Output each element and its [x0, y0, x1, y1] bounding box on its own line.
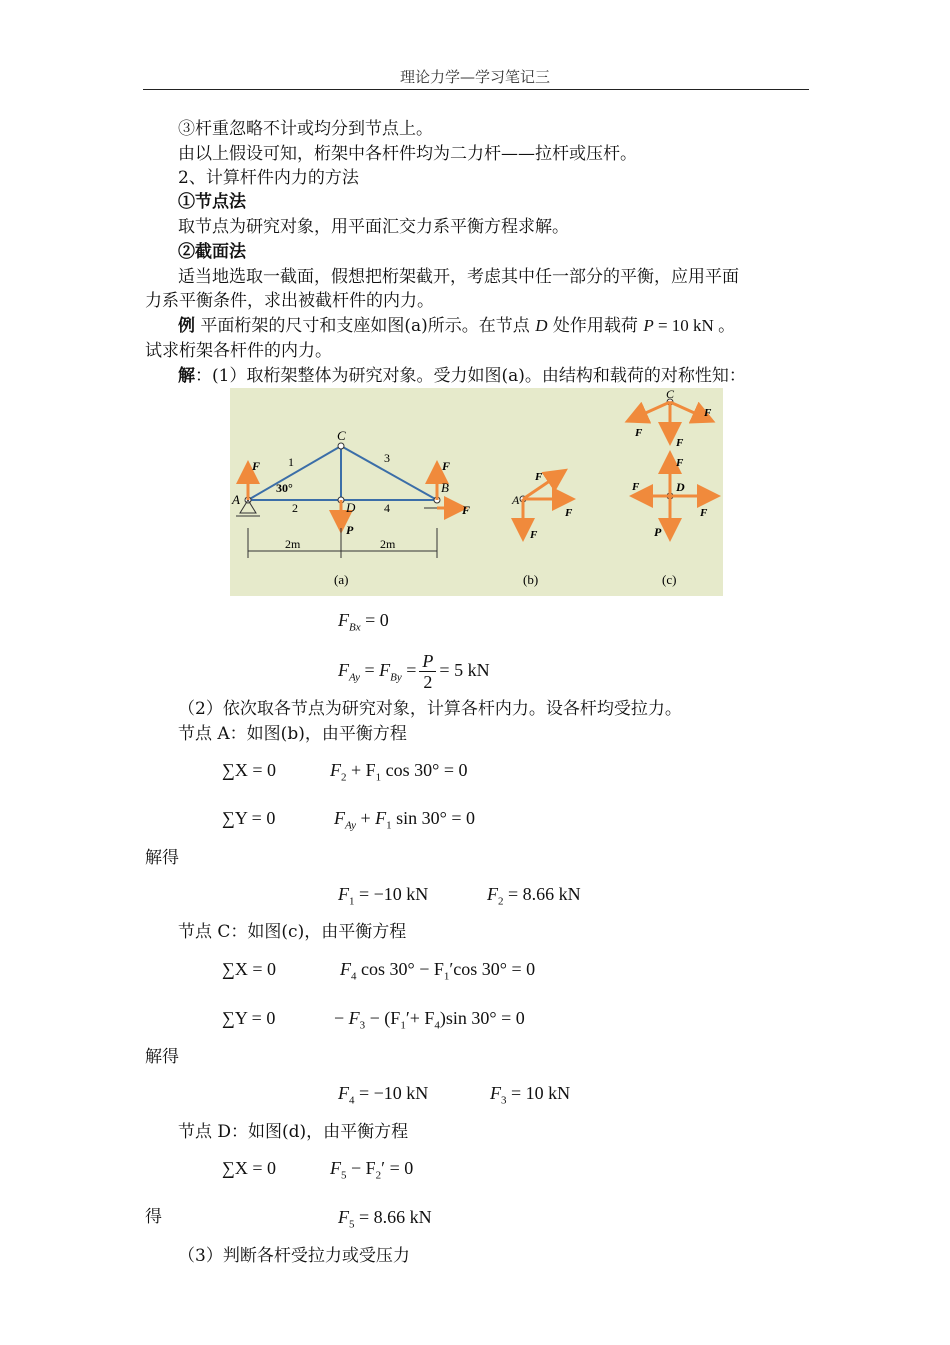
label-FBy: F: [442, 459, 451, 473]
text-line: 节点 C：如图(c)，由平衡方程: [178, 922, 407, 942]
label-P: P: [346, 523, 354, 537]
label-B: B: [441, 480, 449, 495]
header-rule: [143, 89, 809, 90]
result-F3: $F_3 = 10$ kN: [490, 1083, 571, 1107]
label-member-3: 3: [384, 451, 390, 465]
text-line: （3）判断各杆受拉力或受压力: [178, 1246, 410, 1266]
svg-text:F: F: [704, 407, 712, 419]
label-C: C: [337, 428, 346, 443]
label-dim-1: 2m: [285, 537, 301, 551]
eq-sumX-A: ∑X = 0: [222, 760, 276, 780]
result-F5: $F_5 = 8.66$ kN: [338, 1207, 432, 1231]
truss-diagram: [230, 388, 723, 596]
svg-text:F: F: [635, 427, 643, 439]
label-FAy: F: [252, 459, 261, 473]
eq-FAy-FBy: $F_{Ay} = F_{By}$ = $\frac{P}{2}$ = 5 kN: [338, 651, 490, 693]
example-line: 例 平面桁架的尺寸和支座如图(a)所示。在节点 D 处作用载荷 P = 10 kN 。: [178, 316, 736, 336]
text-line: 解得: [145, 1047, 179, 1067]
svg-text:F: F: [565, 507, 573, 519]
text-line: （2）依次取各节点为研究对象，计算各杆内力。设各杆均受拉力。: [178, 699, 682, 719]
label-D: D: [346, 500, 356, 515]
svg-text:F: F: [700, 507, 708, 519]
eq-FBx: $F_{Bx} = 0$: [338, 610, 389, 634]
text-line: 由以上假设可知，桁架中各杆件均为二力杆——拉杆或压杆。: [178, 144, 637, 164]
result-F1: $F_1 = -10$ kN: [338, 884, 429, 908]
text-line: 节点 A：如图(b)，由平衡方程: [178, 724, 407, 744]
fbd-c: [630, 388, 715, 587]
svg-text:F: F: [676, 457, 684, 469]
svg-text:F: F: [676, 437, 684, 449]
svg-text:F: F: [535, 471, 543, 483]
joint-C: [338, 443, 344, 449]
svg-text:(c): (c): [662, 572, 677, 587]
eq-A-x: $F_2 + F_1$ cos 30° = 0: [330, 760, 468, 784]
label-dim-2: 2m: [380, 537, 396, 551]
member-1: [248, 446, 341, 500]
label-member-4: 4: [384, 501, 390, 515]
svg-text:F: F: [530, 529, 538, 541]
eq-sumY-C: ∑Y = 0: [222, 1008, 276, 1028]
fbd-b: [511, 471, 573, 587]
label-member-1: 1: [288, 455, 294, 469]
text-line: 节点 D：如图(d)，由平衡方程: [178, 1122, 409, 1142]
eq-C-y: − $F_3 - (F_1'+ F_4)\sin$ 30° = 0: [334, 1008, 525, 1032]
result-F2: $F_2 = 8.66$ kN: [487, 884, 581, 908]
label-angle: 30°: [276, 481, 293, 495]
text-line: 得: [145, 1207, 162, 1227]
svg-text:(b): (b): [523, 572, 539, 587]
solution-line: 解：(1）取桁架整体为研究对象。受力如图(a)。由结构和载荷的对称性知：: [178, 366, 746, 386]
eq-A-y: $F_{Ay} + F_1$ sin 30° = 0: [334, 808, 476, 832]
svg-text:F: F: [632, 481, 640, 493]
text-line: 解得: [145, 848, 179, 868]
heading-node-method: ①节点法: [178, 192, 246, 212]
result-F4: $F_4 = -10$ kN: [338, 1083, 429, 1107]
eq-C-x: $F_4$ $\cos 30^\circ - F_1'\cos$ 30° = 0: [340, 959, 536, 983]
eq-sumX-D: ∑X = 0: [222, 1158, 276, 1178]
text-line: ③杆重忽略不计或均分到节点上。: [178, 119, 433, 139]
svg-text:C: C: [666, 388, 675, 401]
label-a: (a): [334, 572, 349, 587]
label-A: A: [232, 492, 240, 507]
svg-text:P: P: [654, 525, 662, 539]
text-line: 力系平衡条件，求出被截杆件的内力。: [145, 291, 434, 311]
svg-text:D: D: [676, 480, 685, 494]
example-label: 例: [178, 316, 195, 336]
text-line: 2、计算杆件内力的方法: [178, 168, 359, 188]
eq-D-x: $F_5 - F_2' = 0$: [330, 1158, 414, 1182]
truss-figure: [230, 388, 723, 596]
label-member-2: 2: [292, 501, 298, 515]
eq-sumY-A: ∑Y = 0: [222, 808, 276, 828]
text-line: 试求桁架各杆件的内力。: [145, 341, 332, 361]
truss-a: [231, 428, 470, 587]
text-line: 适当地选取一截面，假想把桁架截开，考虑其中任一部分的平衡，应用平面: [178, 267, 739, 287]
page-header: 理论力学—学习笔记三: [399, 68, 550, 86]
eq-sumX-C: ∑X = 0: [222, 959, 276, 979]
svg-text:A: A: [512, 493, 520, 507]
label-F: F: [462, 503, 471, 517]
heading-section-method: ②截面法: [178, 242, 246, 262]
text-line: 取节点为研究对象，用平面汇交力系平衡方程求解。: [178, 217, 569, 237]
